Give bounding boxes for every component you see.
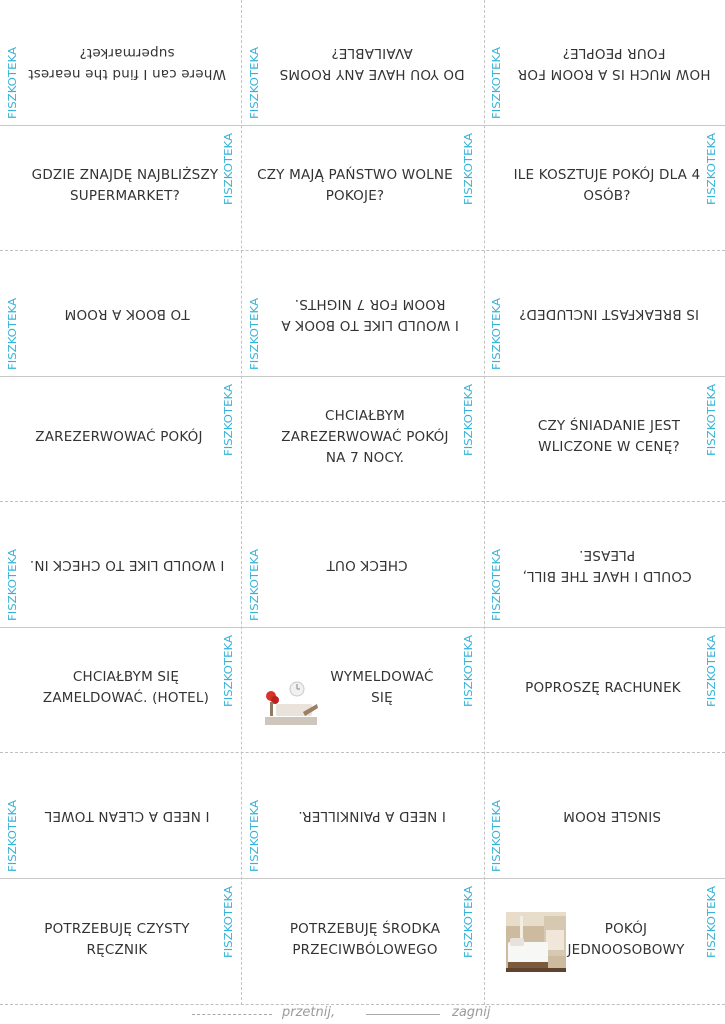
cut-line bbox=[0, 250, 725, 251]
card-text: CZY ŚNIADANIE JEST WLICZONE W CENĘ? bbox=[537, 418, 681, 455]
flashcard bbox=[241, 0, 484, 126]
card-text: COULD I HAVE THE BILL, PLEASE. bbox=[522, 547, 692, 584]
svg-text:FISZKOTEKA: FISZKOTEKA bbox=[222, 897, 235, 958]
svg-text:FISZKOTEKA: FISZKOTEKA bbox=[462, 395, 475, 456]
flashcard bbox=[0, 126, 241, 251]
card-text: CHCIAŁBYM SIĘ ZAMELDOWAĆ. (HOTEL) bbox=[42, 669, 210, 706]
fiszkoteka-logo bbox=[489, 45, 503, 121]
flashcard bbox=[484, 753, 725, 879]
svg-text:FISZKOTEKA: FISZKOTEKA bbox=[705, 395, 718, 456]
cutting-legend bbox=[0, 1004, 725, 1024]
cut-label: przetnij, bbox=[282, 1005, 336, 1020]
card-text: I NEED A PAINKILLER. bbox=[298, 808, 446, 825]
flashcard bbox=[241, 377, 484, 502]
svg-text:FISZKOTEKA: FISZKOTEKA bbox=[6, 58, 19, 119]
card-text: I WOULD LIKE TO CHECK IN. bbox=[29, 557, 225, 574]
fold-label: zagnij bbox=[452, 1005, 491, 1020]
fiszkoteka-logo bbox=[704, 633, 718, 709]
card-text: I NEED A CLEAN TOWEL bbox=[44, 808, 210, 825]
flashcard bbox=[484, 628, 725, 753]
cut-line bbox=[241, 0, 242, 1005]
svg-text:FISZKOTEKA: FISZKOTEKA bbox=[490, 560, 503, 621]
fiszkoteka-logo bbox=[704, 382, 718, 458]
card-text: POPROSZĘ RACHUNEK bbox=[525, 679, 681, 696]
card-text: DO YOU HAVE ANY ROOMS AVAILABLE? bbox=[279, 45, 465, 82]
flashcard bbox=[484, 0, 725, 126]
flashcard bbox=[0, 753, 241, 879]
svg-text:FISZKOTEKA: FISZKOTEKA bbox=[705, 897, 718, 958]
svg-text:FISZKOTEKA: FISZKOTEKA bbox=[462, 897, 475, 958]
flashcard bbox=[484, 377, 725, 502]
fiszkoteka-logo bbox=[461, 884, 475, 960]
fiszkoteka-logo bbox=[489, 296, 503, 372]
flashcard bbox=[0, 251, 241, 377]
card-text: GDZIE ZNAJDĘ NAJBLIŻSZY SUPERMARKET? bbox=[31, 167, 219, 204]
card-text: CHCIAŁBYM ZAREZERWOWAĆ POKÓJ NA 7 NOCY. bbox=[281, 407, 449, 466]
flashcard bbox=[241, 502, 484, 628]
svg-text:FISZKOTEKA: FISZKOTEKA bbox=[705, 646, 718, 707]
fiszkoteka-logo bbox=[704, 131, 718, 207]
flashcard bbox=[241, 126, 484, 251]
svg-text:FISZKOTEKA: FISZKOTEKA bbox=[222, 144, 235, 205]
flashcard bbox=[0, 628, 241, 753]
card-text: POTRZEBUJĘ ŚRODKA PRZECIWBÓLOWEGO bbox=[289, 921, 441, 958]
flashcard bbox=[0, 879, 241, 1005]
flashcard bbox=[484, 879, 725, 1005]
fiszkoteka-logo bbox=[461, 633, 475, 709]
fiszkoteka-logo bbox=[5, 798, 19, 874]
flashcard bbox=[241, 628, 484, 753]
card-text: Where can I find the nearest supermarket? bbox=[28, 45, 226, 82]
card-text: CZY MAJĄ PAŃSTWO WOLNE POKOJE? bbox=[257, 167, 453, 204]
fold-line bbox=[0, 627, 725, 628]
svg-text:FISZKOTEKA: FISZKOTEKA bbox=[462, 646, 475, 707]
flashcard bbox=[241, 251, 484, 377]
fiszkoteka-logo bbox=[247, 798, 261, 874]
hotel-room-image bbox=[506, 912, 566, 972]
solid-line-sample bbox=[366, 1014, 440, 1015]
flashcard bbox=[484, 502, 725, 628]
fiszkoteka-logo bbox=[221, 884, 235, 960]
card-text: TO BOOK A ROOM bbox=[64, 306, 190, 323]
fiszkoteka-logo bbox=[461, 131, 475, 207]
svg-text:FISZKOTEKA: FISZKOTEKA bbox=[6, 811, 19, 872]
fold-line bbox=[0, 125, 725, 126]
flashcard bbox=[0, 0, 241, 126]
svg-text:FISZKOTEKA: FISZKOTEKA bbox=[705, 144, 718, 205]
flashcard bbox=[241, 879, 484, 1005]
svg-text:FISZKOTEKA: FISZKOTEKA bbox=[222, 646, 235, 707]
svg-text:FISZKOTEKA: FISZKOTEKA bbox=[6, 560, 19, 621]
svg-text:FISZKOTEKA: FISZKOTEKA bbox=[6, 309, 19, 370]
card-text: SINGLE ROOM bbox=[563, 808, 661, 825]
fiszkoteka-logo bbox=[489, 547, 503, 623]
svg-text:FISZKOTEKA: FISZKOTEKA bbox=[222, 395, 235, 456]
flashcard bbox=[484, 126, 725, 251]
svg-text:FISZKOTEKA: FISZKOTEKA bbox=[490, 811, 503, 872]
fiszkoteka-logo bbox=[247, 296, 261, 372]
flashcard bbox=[0, 377, 241, 502]
svg-text:FISZKOTEKA: FISZKOTEKA bbox=[248, 811, 261, 872]
cut-line bbox=[0, 501, 725, 502]
fold-line bbox=[0, 376, 725, 377]
flashcard bbox=[484, 251, 725, 377]
card-text: IS BREAKFAST INCLUDED? bbox=[518, 306, 700, 323]
fiszkoteka-logo bbox=[704, 884, 718, 960]
hotel-reception-image bbox=[263, 678, 319, 728]
card-text: HOW MUCH IS A ROOM FOR FOUR PEOPLE? bbox=[517, 45, 711, 82]
card-text: POKÓJ JEDNOOSOBOWY bbox=[567, 921, 685, 958]
cut-line bbox=[484, 0, 485, 1005]
flashcard bbox=[241, 753, 484, 879]
flashcard bbox=[0, 502, 241, 628]
fiszkoteka-logo bbox=[5, 296, 19, 372]
card-text: POTRZEBUJĘ CZYSTY RĘCZNIK bbox=[44, 921, 190, 958]
card-text: WYMELDOWAĆ SIĘ bbox=[330, 669, 434, 706]
fiszkoteka-logo bbox=[247, 45, 261, 121]
fiszkoteka-logo bbox=[5, 45, 19, 121]
card-text: ILE KOSZTUJE POKÓJ DLA 4 OSÓB? bbox=[513, 167, 701, 204]
fold-line bbox=[0, 878, 725, 879]
svg-text:FISZKOTEKA: FISZKOTEKA bbox=[490, 309, 503, 370]
svg-text:FISZKOTEKA: FISZKOTEKA bbox=[490, 58, 503, 119]
card-text: I WOULD LIKE TO BOOK A ROOM FOR 7 NIGHTS. bbox=[281, 296, 459, 333]
fiszkoteka-logo bbox=[5, 547, 19, 623]
svg-text:FISZKOTEKA: FISZKOTEKA bbox=[248, 309, 261, 370]
card-text: CHECK OUT bbox=[326, 557, 408, 574]
fiszkoteka-logo bbox=[247, 547, 261, 623]
fiszkoteka-logo bbox=[489, 798, 503, 874]
cut-line bbox=[0, 752, 725, 753]
svg-text:FISZKOTEKA: FISZKOTEKA bbox=[248, 58, 261, 119]
fiszkoteka-logo bbox=[461, 382, 475, 458]
card-text: ZAREZERWOWAĆ POKÓJ bbox=[35, 428, 203, 445]
svg-text:FISZKOTEKA: FISZKOTEKA bbox=[462, 144, 475, 205]
dashed-line-sample bbox=[192, 1014, 272, 1015]
svg-text:FISZKOTEKA: FISZKOTEKA bbox=[248, 560, 261, 621]
